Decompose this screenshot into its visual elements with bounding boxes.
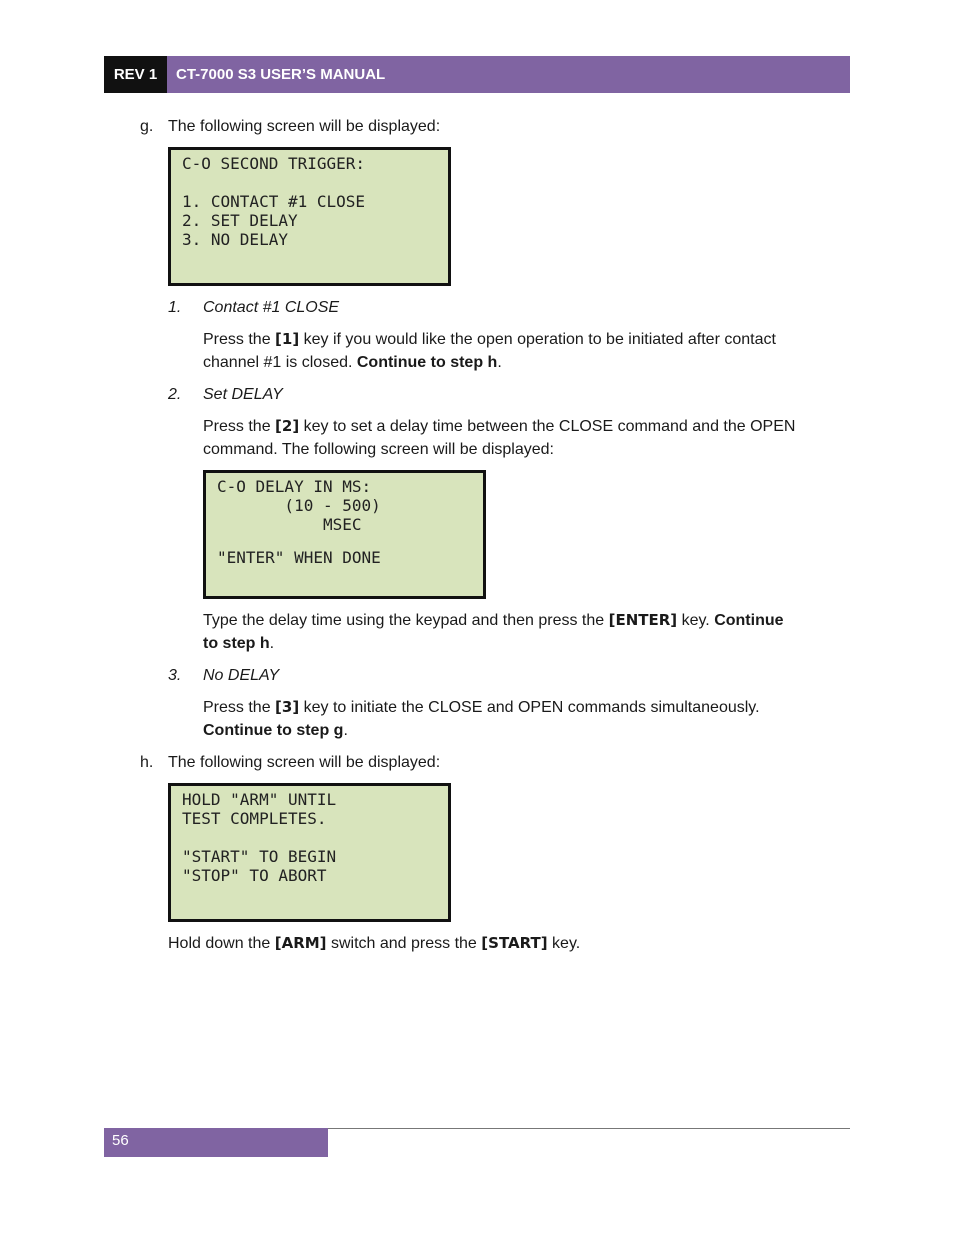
lcd-line: C-O DELAY IN MS: bbox=[217, 477, 372, 496]
lcd-line: HOLD "ARM" UNTIL bbox=[182, 790, 337, 809]
text-run: . bbox=[269, 635, 275, 652]
option-1-title: Contact #1 CLOSE bbox=[203, 299, 340, 316]
text-run: Type the delay time using the keypad and then press the bbox=[203, 612, 609, 629]
lcd-line: TEST COMPLETES. bbox=[182, 809, 327, 828]
option-2-desc-line2: command. The following screen will be displayed: bbox=[203, 441, 554, 458]
option-3-number: 3. bbox=[168, 667, 182, 684]
text-run: Press the bbox=[203, 418, 276, 435]
lcd-line bbox=[182, 885, 448, 904]
page-header bbox=[104, 56, 850, 93]
lcd-line: 2. SET DELAY bbox=[182, 211, 298, 230]
option-3-title: No DELAY bbox=[203, 667, 280, 684]
lcd-line bbox=[182, 828, 448, 847]
text-run: key. bbox=[677, 612, 715, 629]
text-run: key. bbox=[547, 935, 581, 952]
option-2-after-line2 bbox=[203, 632, 274, 655]
option-1-desc-line2 bbox=[203, 351, 502, 374]
text-run: Press the bbox=[203, 699, 276, 716]
option-1-desc-line1 bbox=[203, 328, 776, 351]
continue-instruction: Continue to step g bbox=[203, 722, 344, 739]
lcd-line: 3. NO DELAY bbox=[182, 230, 288, 249]
lcd-line bbox=[182, 173, 448, 192]
option-2-after-line1 bbox=[203, 609, 784, 632]
option-1-number: 1. bbox=[168, 299, 182, 316]
text-run: . bbox=[497, 354, 502, 371]
text-run: Press the bbox=[203, 331, 276, 348]
option-3-desc-line1 bbox=[203, 696, 760, 719]
option-2-number: 2. bbox=[168, 386, 182, 403]
option-2-desc-line1 bbox=[203, 415, 795, 438]
option-3-desc-line2 bbox=[203, 719, 348, 742]
text-run: Hold down the bbox=[168, 935, 275, 952]
text-run: key if you would like the open operation to be initiated after contact bbox=[299, 331, 776, 348]
lcd-line: C-O SECOND TRIGGER: bbox=[182, 154, 366, 173]
page-number: 56 bbox=[104, 1128, 328, 1157]
lcd-line: "STOP" TO ABORT bbox=[182, 866, 327, 885]
lcd-screen-trigger bbox=[168, 147, 451, 286]
text-run: switch and press the bbox=[326, 935, 482, 952]
text-run: . bbox=[343, 722, 348, 739]
manual-title: CT-7000 S3 USER’S MANUAL bbox=[167, 56, 850, 93]
text-run: key to set a delay time between the CLOSE command and the OPEN bbox=[299, 418, 796, 435]
lcd-screen-delay bbox=[203, 470, 486, 599]
step-h-marker: h. bbox=[140, 754, 154, 771]
text-run: key to initiate the CLOSE and OPEN commands simultaneously. bbox=[299, 699, 760, 716]
lcd-line bbox=[217, 534, 483, 548]
revision-label: REV 1 bbox=[104, 56, 167, 93]
lcd-line: "START" TO BEGIN bbox=[182, 847, 337, 866]
key-1: [1] bbox=[275, 330, 300, 348]
step-g-text: The following screen will be displayed: bbox=[168, 118, 441, 135]
final-instruction bbox=[168, 932, 580, 955]
key-3: [3] bbox=[275, 698, 300, 716]
lcd-line bbox=[182, 249, 448, 268]
key-enter: [ENTER] bbox=[608, 611, 678, 629]
key-2: [2] bbox=[275, 417, 300, 435]
text-run: channel #1 is closed. bbox=[203, 354, 357, 371]
option-2-title: Set DELAY bbox=[203, 386, 283, 403]
continue-instruction: to step h bbox=[203, 635, 270, 652]
key-arm: [ARM] bbox=[274, 934, 327, 952]
step-h-text: The following screen will be displayed: bbox=[168, 754, 441, 771]
lcd-screen-arm bbox=[168, 783, 451, 922]
continue-instruction: Continue to step h bbox=[356, 354, 498, 371]
lcd-line: (10 - 500) bbox=[217, 496, 381, 515]
lcd-line: MSEC bbox=[217, 515, 362, 534]
continue-instruction: Continue bbox=[714, 612, 784, 629]
key-start: [START] bbox=[481, 934, 548, 952]
lcd-line: 1. CONTACT #1 CLOSE bbox=[182, 192, 366, 211]
step-g-marker: g. bbox=[140, 118, 154, 135]
lcd-line: "ENTER" WHEN DONE bbox=[217, 548, 381, 567]
